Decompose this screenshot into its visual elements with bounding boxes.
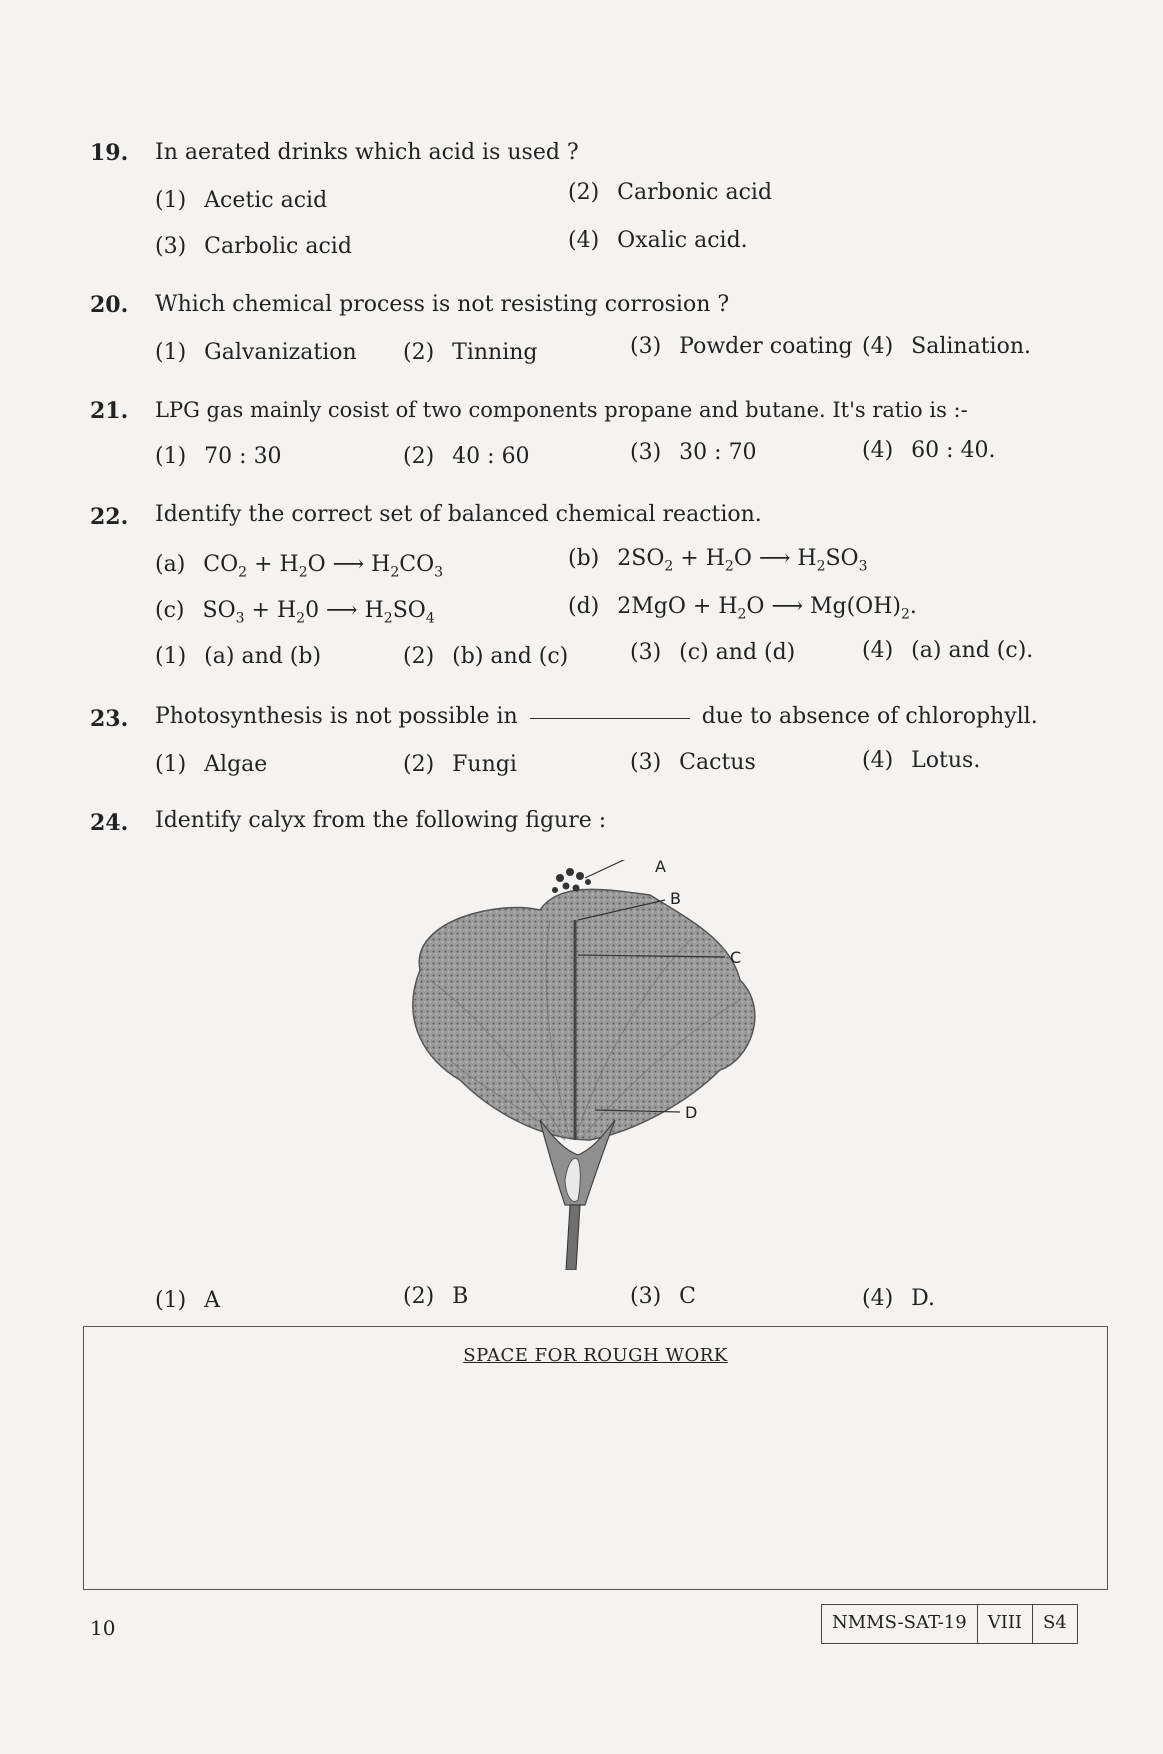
q21-option-3[interactable]: (3) 30 : 70 (630, 440, 757, 465)
figure-label-b: B (670, 889, 681, 908)
q23-option-2[interactable]: (2) Fungi (403, 752, 517, 777)
q24-option-1[interactable]: (1) A (155, 1288, 221, 1313)
reaction-c: (c) $SO_3 + H_20$ ⟶ $H_2SO_4$ (155, 598, 435, 627)
set-code: S4 (1043, 1612, 1067, 1633)
q22-option-1[interactable]: (1) (a) and (b) (155, 644, 322, 669)
q19-option-4[interactable]: (4) Oxalic acid. (568, 228, 748, 253)
reaction-b: (b) $2SO_2 + H_2O$ ⟶ $H_2SO_3$ (568, 546, 868, 575)
question-21-number: 21. (90, 398, 129, 424)
paper-code-box (821, 1604, 1078, 1644)
question-23-number: 23. (90, 706, 129, 732)
reaction-d: (d) $2MgO + H_2O$ ⟶ $Mg(OH)_2$. (568, 594, 917, 623)
q21-option-1[interactable]: (1) 70 : 30 (155, 444, 282, 469)
exam-code: NMMS-SAT-19 (822, 1605, 978, 1643)
q21-option-2[interactable]: (2) 40 : 60 (403, 444, 530, 469)
question-21-text: LPG gas mainly cosist of two components propane and butane. It's ratio is :- (155, 398, 968, 422)
rough-work-box[interactable] (83, 1326, 1108, 1590)
rough-work-title: SPACE FOR ROUGH WORK (463, 1345, 728, 1366)
page-number: 10 (90, 1616, 116, 1640)
question-22-number: 22. (90, 504, 129, 530)
figure-label-a: A (655, 860, 666, 876)
q24-option-2[interactable]: (2) B (403, 1284, 469, 1309)
question-24-text: Identify calyx from the following figure : (155, 808, 607, 833)
figure-label-d: D (685, 1103, 698, 1122)
q23-option-4[interactable]: (4) Lotus. (862, 748, 981, 773)
q20-option-2[interactable]: (2) Tinning (403, 340, 538, 365)
q19-option-1[interactable]: (1) Acetic acid (155, 188, 328, 213)
reaction-a: (a) $CO_2 + H_2O$ ⟶ $H_2CO_3$ (155, 552, 444, 581)
question-20-number: 20. (90, 292, 129, 318)
q20-option-3[interactable]: (3) Powder coating (630, 334, 853, 359)
class-code: VIII (978, 1605, 1033, 1643)
q21-option-4[interactable]: (4) 60 : 40. (862, 438, 996, 463)
question-23-text: Photosynthesis is not possible in due to absence of chlorophyll. (155, 704, 1038, 729)
q23-option-3[interactable]: (3) Cactus (630, 750, 756, 775)
corolla-petals (413, 889, 755, 1140)
q22-option-4[interactable]: (4) (a) and (c). (862, 638, 1034, 663)
q19-option-2[interactable]: (2) Carbonic acid (568, 180, 773, 205)
answer-blank (530, 718, 690, 719)
q23-option-1[interactable]: (1) Algae (155, 752, 268, 777)
pedicel (566, 1205, 580, 1270)
question-19-number: 19. (90, 140, 129, 166)
q20-option-4[interactable]: (4) Salination. (862, 334, 1032, 359)
q24-option-3[interactable]: (3) C (630, 1284, 697, 1309)
q19-option-3[interactable]: (3) Carbolic acid (155, 234, 352, 259)
figure-label-c: C (730, 948, 742, 967)
q20-option-1[interactable]: (1) Galvanization (155, 340, 357, 365)
question-20-text: Which chemical process is not resisting corrosion ? (155, 292, 730, 317)
question-19-text: In aerated drinks which acid is used ? (155, 140, 579, 165)
question-24-number: 24. (90, 810, 129, 836)
q22-option-3[interactable]: (3) (c) and (d) (630, 640, 796, 665)
hibiscus-flower-figure (390, 860, 810, 1270)
q22-option-2[interactable]: (2) (b) and (c) (403, 644, 569, 669)
q24-option-4[interactable]: (4) D. (862, 1286, 936, 1311)
question-22-text: Identify the correct set of balanced chemical reaction. (155, 502, 762, 527)
